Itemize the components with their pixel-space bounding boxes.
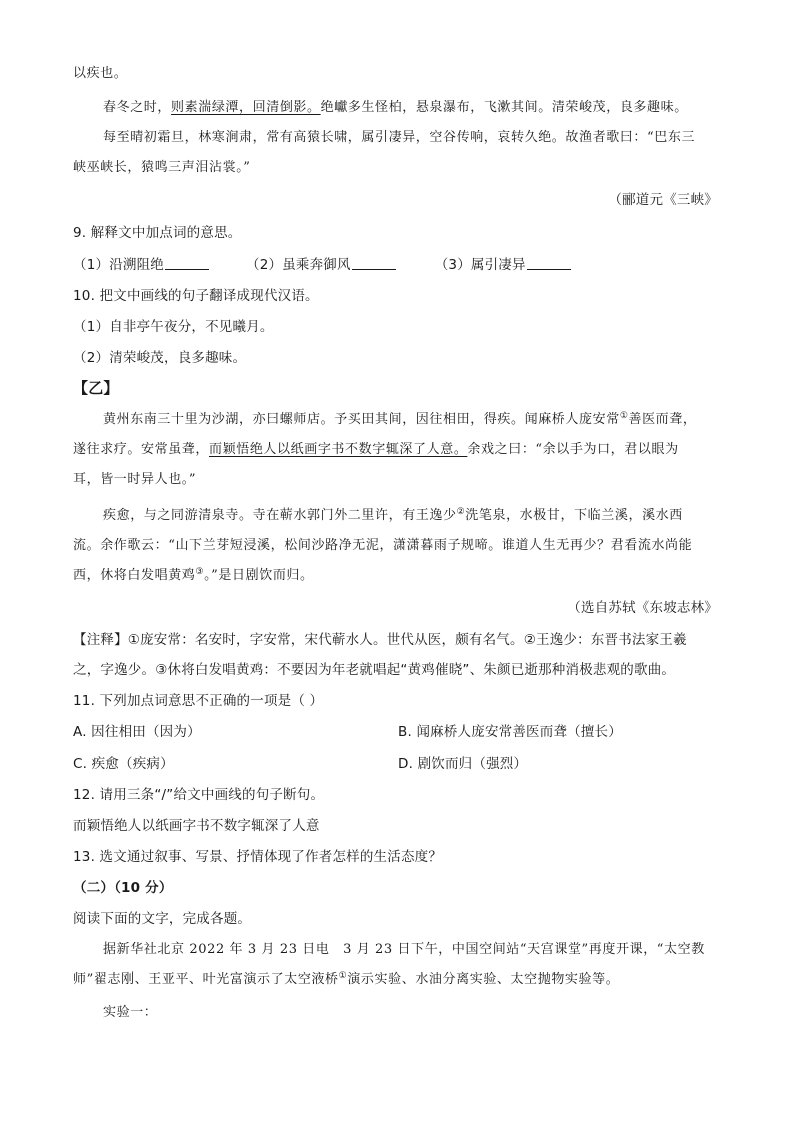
answer-blank[interactable] xyxy=(352,257,396,270)
note-marker: ② xyxy=(456,507,466,517)
section-heading: （二）（10 分） xyxy=(73,880,173,896)
note-marker: ③ xyxy=(195,567,205,577)
question-9-stem: 9. 解释文中加点词的意思。 xyxy=(73,225,242,241)
answer-blank[interactable] xyxy=(165,257,209,270)
passage-line: 疾愈，与之同游清泉寺。寺在蕲水郭门外二里许，有王逸少②洗笔泉，水极甘，下临兰溪，溪水西 xyxy=(103,507,683,523)
underlined-sentence: 则素湍绿潭，回清倒影。 xyxy=(171,100,321,115)
passage-source: （选自苏轼《东坡志林》 xyxy=(567,600,718,616)
question-10-stem: 10. 把文中画线的句子翻译成现代汉语。 xyxy=(73,288,319,304)
annotation-line: 之，字逸少。③休将白发唱黄鸡：不要因为年老就唱起“黄鸡催晓”、朱颜已逝那种消极悲观的歌曲。 xyxy=(73,662,676,678)
question-11-stem: 11. 下列加点词意思不正确的一项是（ ） xyxy=(73,693,324,709)
question-12-sentence: 而颖悟绝人以纸画字书不数字辄深了人意 xyxy=(73,818,320,834)
passage-line: 峡巫峡长，猿鸣三声泪沾裳。” xyxy=(73,160,251,175)
passage-line: 耳，皆一时异人也。” xyxy=(73,472,197,487)
question-9-items xyxy=(73,255,571,275)
note-marker: ① xyxy=(338,971,348,981)
passage-line: 遂往求疗。安常虽聋，而颖悟绝人以纸画字书不数字辄深了人意。余戏之曰：“余以手为口，君以眼为 xyxy=(73,442,679,457)
passage-line: 据新华社北京 2022 年 3 月 23 日电 3 月 23 日下午，中国空间站“天宫课堂”再度开课，“太空教 xyxy=(103,942,705,957)
section-instruction: 阅读下面的文字，完成各题。 xyxy=(73,911,252,927)
option-c[interactable]: C. 疾愈（疾病） xyxy=(73,756,174,772)
option-a[interactable]: A. 因往相田（因为） xyxy=(73,724,201,740)
q9-item-1: （1）沿溯阻绝 xyxy=(73,257,209,273)
annotation-line: 【注释】①庞安常：名安时，字安常，宋代蕲水人。世代从医，颇有名气。②王逸少：东晋书法家王羲 xyxy=(73,632,687,648)
passage-text: 绝巘多生怪柏，悬泉瀑布，飞漱其间。清荣峻茂，良多趣味。 xyxy=(320,100,688,115)
question-13-stem: 13. 选文通过叙事、写景、抒情体现了作者怎样的生活态度？ xyxy=(73,849,443,865)
passage-line: 黄州东南三十里为沙湖，亦曰螺师店。予买田其间，因往相田，得疾。闻麻桥人庞安常①善医而聋， xyxy=(103,411,697,427)
section-yi-heading: 【乙】 xyxy=(73,379,119,397)
passage-line: 以疾也。 xyxy=(73,66,128,81)
note-marker: ① xyxy=(619,411,629,421)
passage-line: 流。余作歌云：“山下兰芽短浸溪，松间沙路净无泥，潇潇暮雨子规啼。谁道人生无再少？君看流水尚能 xyxy=(73,538,693,553)
option-b[interactable]: B. 闻麻桥人庞安常善医而聋（擅长） xyxy=(398,724,622,740)
passage-source: （郦道元《三峡》 xyxy=(608,192,718,208)
question-12-stem: 12. 请用三条“/”给文中画线的句子断句。 xyxy=(73,787,325,803)
underlined-sentence: 而颖悟绝人以纸画字书不数字辄深了人意。 xyxy=(209,442,468,457)
passage-line: 西，休将白发唱黄鸡③。”是日剧饮而归。 xyxy=(73,567,314,583)
passage-text: 春冬之时， xyxy=(103,100,172,115)
q9-item-3: （3）属引凄异 xyxy=(435,257,571,273)
experiment-label: 实验一： xyxy=(103,1005,158,1020)
passage-line: 每至晴初霜旦，林寒涧肃，常有高猿长啸，属引凄异，空谷传响，哀转久绝。故渔者歌曰：“巴东三 xyxy=(103,130,696,145)
passage-line: 师”翟志刚、王亚平、叶光富演示了太空液桥①演示实验、水油分离实验、太空抛物实验等。 xyxy=(73,971,620,987)
question-10-item-2: （2）清荣峻茂，良多趣味。 xyxy=(73,350,247,366)
q9-item-2: （2）虽乘奔御风 xyxy=(246,257,396,273)
answer-blank[interactable] xyxy=(527,257,571,270)
option-d[interactable]: D. 剧饮而归（强烈） xyxy=(398,756,528,772)
passage-paragraph xyxy=(103,98,688,118)
question-10-item-1: （1）自非亭午夜分，不见曦月。 xyxy=(73,319,274,335)
